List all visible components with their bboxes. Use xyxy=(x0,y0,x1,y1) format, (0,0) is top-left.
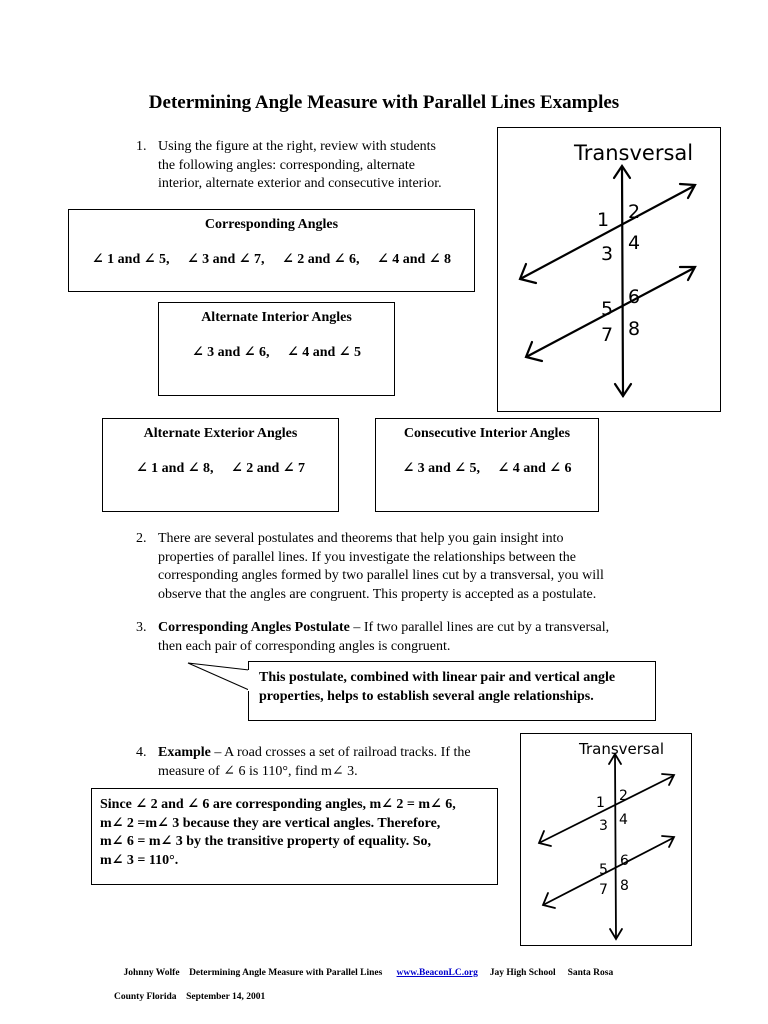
callout-text xyxy=(259,669,655,706)
alternate-exterior-box xyxy=(102,418,339,512)
item-3-line: then each pair of corresponding angles is congruent. xyxy=(158,638,451,654)
transversal-figure-large xyxy=(497,127,721,412)
angle-label: 2 xyxy=(619,788,628,804)
transversal-diagram-small xyxy=(521,734,691,945)
item-3-number: 3. xyxy=(136,620,147,635)
angle-label: 3 xyxy=(599,818,608,834)
angle-label: 6 xyxy=(628,286,641,308)
corresponding-angles-box xyxy=(68,209,475,292)
solution-line: m∠ 2 =m∠ 3 because they are vertical angles. Therefore, xyxy=(100,815,441,831)
transversal-diagram xyxy=(498,128,720,411)
footer-county: County Florida xyxy=(114,992,177,1002)
item-4-line: measure of ∠ 6 is 110°, find m∠ 3. xyxy=(158,763,358,779)
alternate-interior-pairs: ∠ 3 and ∠ 6, ∠ 4 and ∠ 5 xyxy=(191,345,362,360)
angle-label: 5 xyxy=(599,862,608,878)
alternate-interior-heading: Alternate Interior Angles xyxy=(201,310,352,325)
angle-label: 8 xyxy=(620,878,629,894)
transversal-figure-small xyxy=(520,733,692,946)
item-2-line: corresponding angles formed by two parallel lines cut by a transversal, you will xyxy=(158,568,604,583)
footer xyxy=(114,955,654,1003)
item-2-line: properties of parallel lines. If you investigate the relationships between the xyxy=(158,549,576,565)
item-1-number: 1. xyxy=(136,139,147,154)
angle-label: 4 xyxy=(619,812,628,828)
consecutive-interior-pairs: ∠ 3 and ∠ 5, ∠ 4 and ∠ 6 xyxy=(402,461,572,476)
angle-label: 7 xyxy=(601,324,614,346)
footer-location: Santa Rosa xyxy=(567,968,614,978)
solution-line: m∠ 6 = m∠ 3 by the transitive property of equality. So, xyxy=(100,834,432,849)
footer-author: Johnny Wolfe xyxy=(123,968,180,978)
consecutive-interior-box xyxy=(375,418,599,512)
footer-link[interactable]: www.BeaconLC.org xyxy=(396,968,478,978)
callout-join xyxy=(248,670,250,691)
callout-line: This postulate, combined with linear pair and vertical angle xyxy=(259,670,616,685)
item-2-number: 2. xyxy=(136,531,147,546)
consecutive-interior-heading: Consecutive Interior Angles xyxy=(403,426,571,441)
alternate-interior-box xyxy=(158,302,395,396)
corresponding-angles-heading: Corresponding Angles xyxy=(204,217,339,232)
angle-label: 8 xyxy=(628,318,641,340)
item-4-number: 4. xyxy=(136,745,147,760)
example-label: Example xyxy=(158,745,211,760)
alternate-exterior-heading: Alternate Exterior Angles xyxy=(143,426,298,441)
item-3-text xyxy=(158,619,658,656)
angle-label: 1 xyxy=(596,795,605,811)
footer-doc-title: Determining Angle Measure with Parallel Lines xyxy=(189,968,383,978)
item-2-line: There are several postulates and theorems that help you gain insight into xyxy=(158,531,564,546)
angle-label: 5 xyxy=(601,298,614,320)
page-title: Determining Angle Measure with Parallel Lines Examples xyxy=(148,92,620,113)
angle-label: 4 xyxy=(628,232,641,254)
angle-label: 7 xyxy=(599,882,608,898)
callout-box xyxy=(248,661,656,721)
footer-date: September 14, 2001 xyxy=(186,992,266,1002)
solution-line: Since ∠ 2 and ∠ 6 are corresponding angles, m∠ 2 = m∠ 6, xyxy=(100,797,456,812)
solution-box xyxy=(91,788,498,885)
item-2-text xyxy=(158,530,658,604)
transversal-label-small: Transversal xyxy=(579,740,665,758)
alternate-exterior-pairs: ∠ 1 and ∠ 8, ∠ 2 and ∠ 7 xyxy=(135,461,306,476)
item-1-line: the following angles: corresponding, alternate xyxy=(158,157,415,173)
postulate-name: Corresponding Angles Postulate xyxy=(158,620,350,635)
callout-line: properties, helps to establish several angle relationships. xyxy=(259,688,594,704)
solution-line: m∠ 3 = 110°. xyxy=(100,852,179,868)
angle-label: 2 xyxy=(628,201,641,223)
angle-label: 3 xyxy=(601,243,614,265)
solution-text xyxy=(100,796,497,870)
item-2-line: observe that the angles are congruent. This property is accepted as a postulate. xyxy=(158,586,597,602)
item-1-line: Using the figure at the right, review with students xyxy=(158,139,436,154)
item-1-text xyxy=(158,138,488,194)
corresponding-angles-pairs: ∠ 1 and ∠ 5, ∠ 3 and ∠ 7, ∠ 2 and ∠ 6, ∠ 4 and ∠ 8 xyxy=(91,252,452,267)
item-3-line: – If two parallel lines are cut by a transversal, xyxy=(349,620,610,635)
angle-label: 1 xyxy=(597,209,610,231)
item-4-line: – A road crosses a set of railroad tracks. If the xyxy=(210,745,471,760)
item-1-line: interior, alternate exterior and consecutive interior. xyxy=(158,176,442,191)
footer-school: Jay High School xyxy=(489,968,556,978)
angle-label: 6 xyxy=(620,853,629,869)
transversal-label: Transversal xyxy=(574,141,694,165)
callout-pointer xyxy=(186,660,256,700)
item-4-text xyxy=(158,744,503,781)
